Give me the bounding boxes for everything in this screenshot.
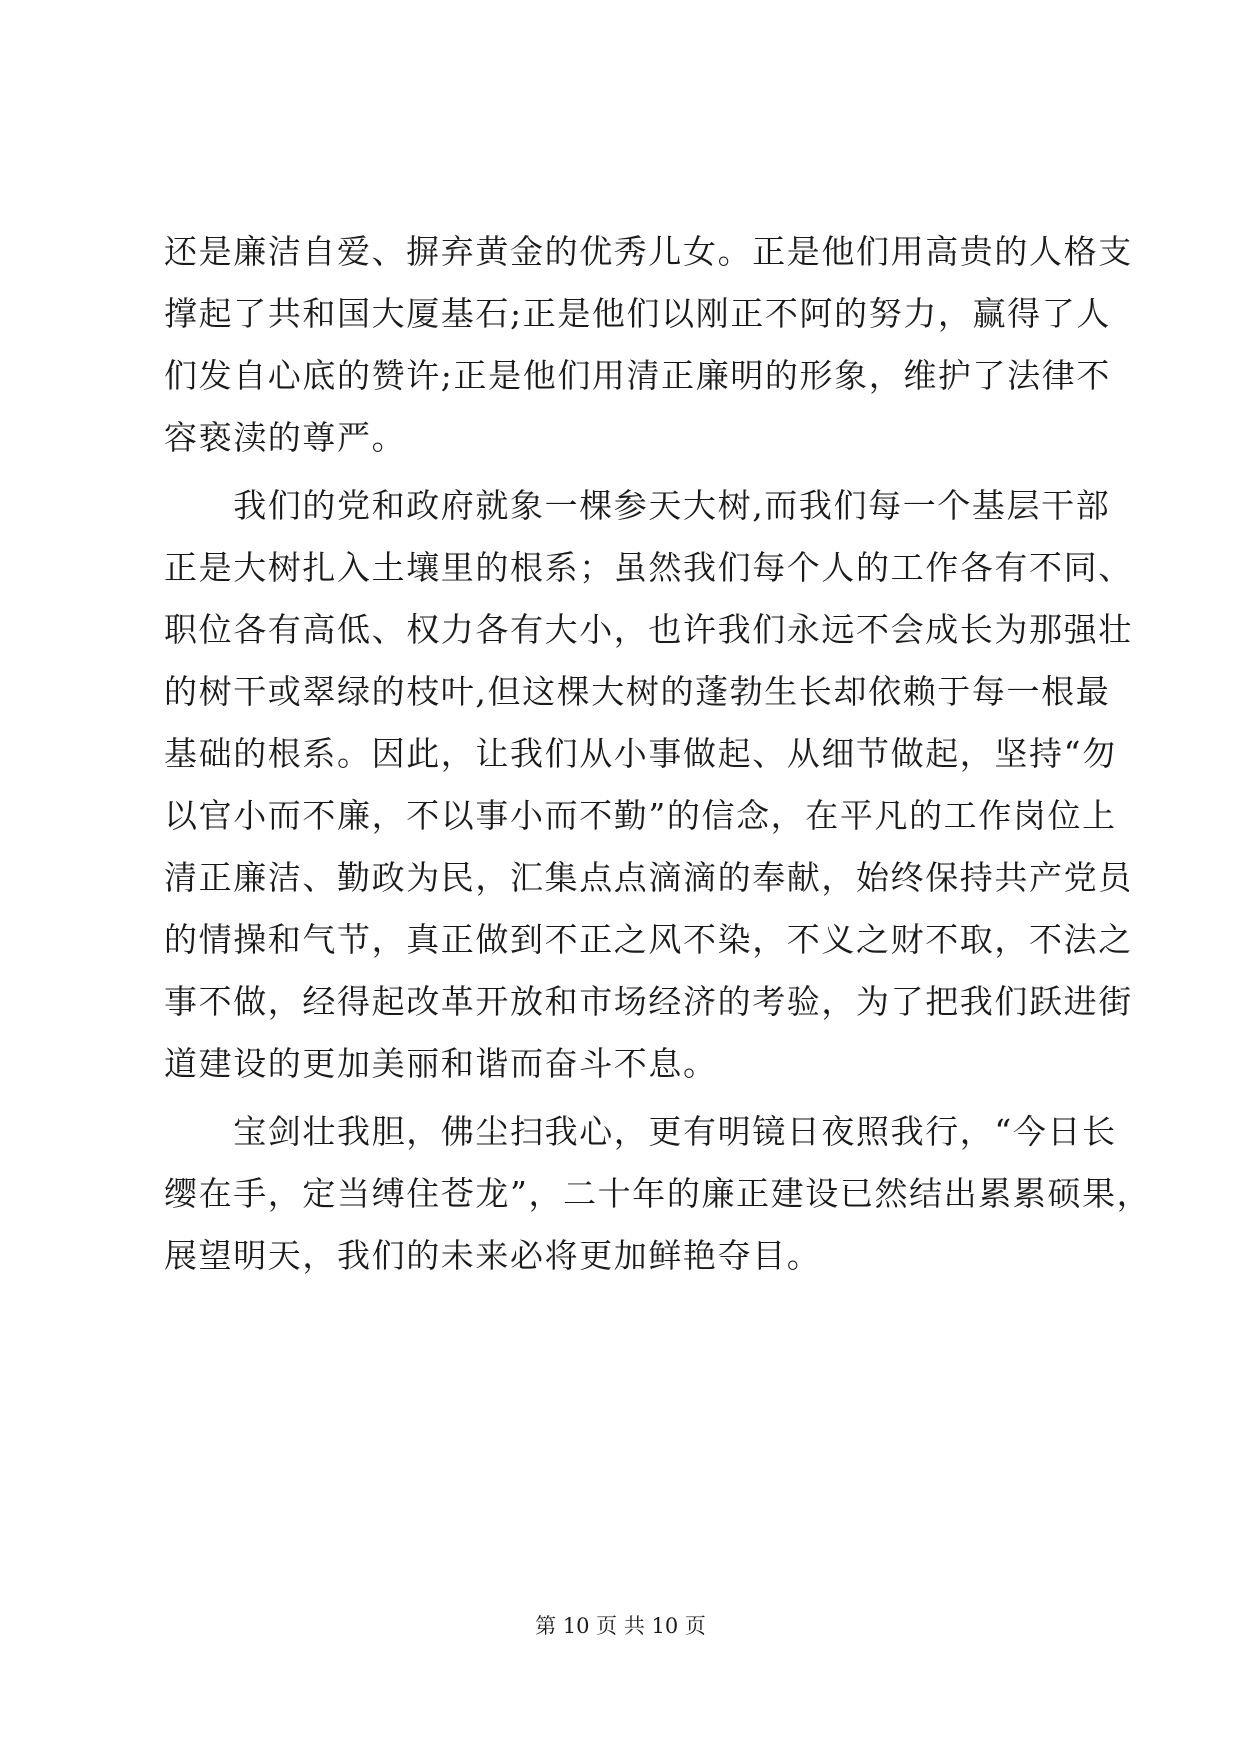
- page-footer: [0, 1610, 1241, 1640]
- text-line: 职位各有高低、权力各有大小，也许我们永远不会成长为那强壮: [164, 610, 1133, 649]
- text-line: 撑起了共和国大厦基石;正是他们以刚正不阿的努力，赢得了人: [164, 294, 1111, 333]
- text-line: 容亵渎的尊严。: [164, 418, 407, 457]
- text-line: 缨在手，定当缚住苍龙”，二十年的廉正建设已然结出累累硕果，: [164, 1174, 1152, 1213]
- text-line: 们发自心底的赞许;正是他们用清正廉明的形象，维护了法律不: [164, 356, 1111, 395]
- text-line: 事不做，经得起改革开放和市场经济的考验，为了把我们跃进街: [164, 982, 1133, 1021]
- page-number-label: 第 10 页 共 10 页: [535, 1614, 706, 1638]
- text-line: 道建设的更加美丽和谐而奋斗不息。: [164, 1044, 718, 1083]
- text-line: 基础的根系。因此，让我们从小事做起、从细节做起，坚持“勿: [164, 734, 1117, 773]
- text-line: 以官小而不廉，不以事小而不勤”的信念，在平凡的工作岗位上: [164, 796, 1117, 835]
- text-line: 清正廉洁、勤政为民，汇集点点滴滴的奉献，始终保持共产党员: [164, 858, 1133, 897]
- text-line: 我们的党和政府就象一棵参天大树,而我们每一个基层干部: [164, 486, 1111, 525]
- text-line: 的情操和气节，真正做到不正之风不染，不义之财不取，不法之: [164, 920, 1133, 959]
- text-line: 展望明天，我们的未来必将更加鲜艳夺目。: [164, 1236, 822, 1275]
- text-line: 宝剑壮我胆，佛尘扫我心，更有明镜日夜照我行，“今日长: [164, 1112, 1117, 1151]
- text-line: 还是廉洁自爱、摒弃黄金的优秀儿女。正是他们用高贵的人格支: [164, 232, 1133, 271]
- text-line: 正是大树扎入土壤里的根系；虽然我们每个人的工作各有不同、: [164, 548, 1133, 587]
- text-line: 的树干或翠绿的枝叶,但这棵大树的蓬勃生长却依赖于每一根最: [164, 672, 1111, 711]
